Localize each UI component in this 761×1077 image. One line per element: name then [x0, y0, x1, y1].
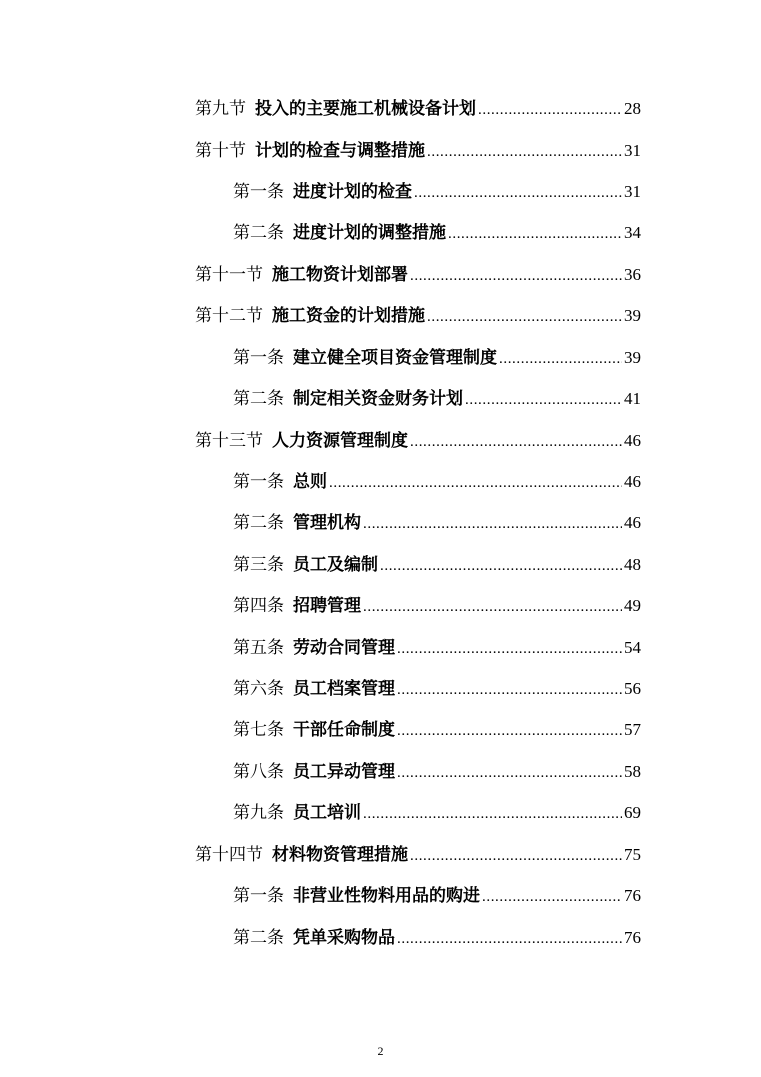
toc-entry-title: 员工档案管理 — [293, 679, 395, 699]
toc-dot-leader — [380, 554, 622, 578]
toc-entry-page: 75 — [624, 845, 641, 864]
toc-entry[interactable] — [233, 221, 641, 245]
toc-entry-page: 76 — [624, 928, 641, 947]
toc-entry-page: 36 — [624, 265, 641, 284]
toc-entry[interactable] — [233, 594, 641, 618]
toc-dot-leader — [410, 264, 622, 288]
toc-entry-number: 第十一节 — [195, 265, 263, 285]
toc-entry-page: 57 — [624, 720, 641, 739]
toc-entry-title: 人力资源管理制度 — [272, 431, 408, 451]
toc-dot-leader — [363, 802, 622, 826]
toc-entry-number: 第三条 — [233, 555, 284, 575]
toc-dot-leader — [448, 222, 622, 246]
toc-entry[interactable] — [233, 801, 641, 825]
toc-entry-number: 第九条 — [233, 803, 284, 823]
toc-dot-leader — [397, 927, 622, 951]
toc-entry-page: 48 — [624, 555, 641, 574]
toc-entry-title: 施工物资计划部署 — [272, 265, 408, 285]
toc-entry-page: 39 — [624, 306, 641, 325]
toc-dot-leader — [465, 388, 622, 412]
toc-dot-leader — [414, 181, 622, 205]
toc-entry-page: 49 — [624, 596, 641, 615]
toc-entry[interactable] — [233, 677, 641, 701]
toc-dot-leader — [363, 512, 622, 536]
toc-dot-leader — [397, 637, 622, 661]
toc-dot-leader — [329, 471, 622, 495]
toc-entry[interactable] — [233, 387, 641, 411]
toc-dot-leader — [397, 678, 622, 702]
toc-entry-page: 31 — [624, 141, 641, 160]
toc-entry-title: 投入的主要施工机械设备计划 — [255, 99, 476, 119]
toc-entry-number: 第十节 — [195, 141, 246, 161]
toc-entry[interactable] — [195, 139, 641, 163]
toc-entry-page: 34 — [624, 223, 641, 242]
toc-entry-page: 28 — [624, 99, 641, 118]
toc-dot-leader — [482, 885, 622, 909]
toc-entry-title: 招聘管理 — [293, 596, 361, 616]
toc-dot-leader — [363, 595, 622, 619]
toc-entry-title: 凭单采购物品 — [293, 928, 395, 948]
toc-entry-title: 制定相关资金财务计划 — [293, 389, 463, 409]
toc-entry[interactable] — [233, 346, 641, 370]
toc-entry-number: 第五条 — [233, 638, 284, 658]
toc-entry-page: 58 — [624, 762, 641, 781]
toc-entry[interactable] — [233, 470, 641, 494]
toc-entry-title: 管理机构 — [293, 513, 361, 533]
toc-entry-title: 员工异动管理 — [293, 762, 395, 782]
toc-entry-title: 干部任命制度 — [293, 720, 395, 740]
toc-entry-number: 第六条 — [233, 679, 284, 699]
toc-dot-leader — [410, 844, 622, 868]
toc-entry[interactable] — [233, 511, 641, 535]
toc-dot-leader — [478, 98, 622, 122]
toc-entry-title: 进度计划的调整措施 — [293, 223, 446, 243]
toc-entry-number: 第一条 — [233, 886, 284, 906]
toc-entry-number: 第九节 — [195, 99, 246, 119]
toc-entry-title: 计划的检查与调整措施 — [255, 141, 425, 161]
toc-entry-page: 41 — [624, 389, 641, 408]
toc-dot-leader — [397, 761, 622, 785]
toc-entry[interactable] — [195, 843, 641, 867]
toc-entry-number: 第二条 — [233, 928, 284, 948]
toc-entry[interactable] — [195, 97, 641, 121]
toc-entry-number: 第十二节 — [195, 306, 263, 326]
toc-entry-title: 总则 — [293, 472, 327, 492]
toc-entry-number: 第一条 — [233, 472, 284, 492]
toc-entry-number: 第二条 — [233, 513, 284, 533]
toc-entry[interactable] — [233, 553, 641, 577]
toc-dot-leader — [410, 430, 622, 454]
toc-dot-leader — [427, 140, 622, 164]
toc-dot-leader — [499, 347, 622, 371]
toc-entry-number: 第二条 — [233, 389, 284, 409]
toc-entry-number: 第四条 — [233, 596, 284, 616]
toc-entry-title: 建立健全项目资金管理制度 — [293, 348, 497, 368]
toc-entry-page: 46 — [624, 513, 641, 532]
toc-entry-number: 第二条 — [233, 223, 284, 243]
toc-entry[interactable] — [233, 718, 641, 742]
toc-entry-page: 31 — [624, 182, 641, 201]
toc-entry-number: 第一条 — [233, 182, 284, 202]
toc-entry-page: 46 — [624, 472, 641, 491]
toc-entry-title: 员工培训 — [293, 803, 361, 823]
toc-entry-number: 第十三节 — [195, 431, 263, 451]
toc-entry-number: 第十四节 — [195, 845, 263, 865]
toc-entry-title: 员工及编制 — [293, 555, 378, 575]
toc-entry[interactable] — [233, 760, 641, 784]
toc-dot-leader — [397, 719, 622, 743]
toc-entry[interactable] — [195, 304, 641, 328]
toc-entry-title: 非营业性物料用品的购进 — [293, 886, 480, 906]
toc-entry[interactable] — [233, 636, 641, 660]
toc-entry[interactable] — [233, 180, 641, 204]
toc-entry-page: 39 — [624, 348, 641, 367]
toc-entry-title: 材料物资管理措施 — [272, 845, 408, 865]
page-number: 2 — [377, 1044, 384, 1058]
toc-entry[interactable] — [233, 926, 641, 950]
toc-entry-number: 第一条 — [233, 348, 284, 368]
toc-entry-number: 第八条 — [233, 762, 284, 782]
toc-entry[interactable] — [233, 884, 641, 908]
toc-dot-leader — [427, 305, 622, 329]
toc-entry-title: 进度计划的检查 — [293, 182, 412, 202]
toc-entry[interactable] — [195, 429, 641, 453]
toc-entry-number: 第七条 — [233, 720, 284, 740]
toc-entry-title: 劳动合同管理 — [293, 638, 395, 658]
toc-entry-page: 54 — [624, 638, 641, 657]
toc-entry-title: 施工资金的计划措施 — [272, 306, 425, 326]
toc-entry-page: 46 — [624, 431, 641, 450]
toc-entry[interactable] — [195, 263, 641, 287]
toc-entry-page: 69 — [624, 803, 641, 822]
toc-entry-page: 76 — [624, 886, 641, 905]
toc-entry-page: 56 — [624, 679, 641, 698]
